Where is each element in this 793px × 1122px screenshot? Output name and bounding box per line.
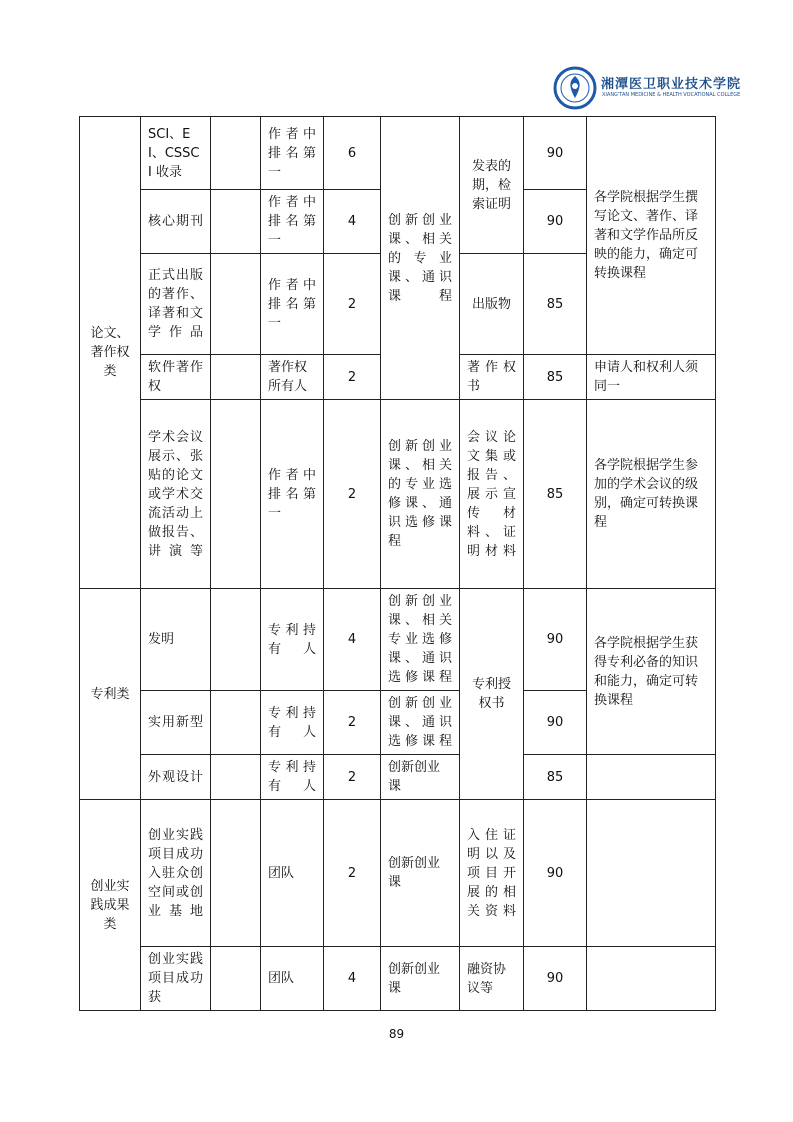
note-cell [587,800,716,947]
material-cell: 专利授权书 [460,589,524,800]
material-cell: 会议论文集或报告、展示宣传材料、证明材料 [460,400,524,589]
credit-cell: 2 [324,254,381,355]
item-cell: 创业实践项目成功入驻众创空间或创业基地 [141,800,211,947]
item-cell: 发明 [141,589,211,691]
credit-cell: 4 [324,190,381,254]
material-cell: 著作权书 [460,355,524,400]
blank-cell [211,691,261,755]
score-cell: 90 [524,190,587,254]
table-row [80,400,716,589]
page-number: 89 [388,1027,405,1041]
item-cell: 正式出版的著作、译著和文学作品 [141,254,211,355]
blank-cell [211,254,261,355]
course-cell: 创新创业课、通识选修课程 [381,691,460,755]
item-cell: 实用新型 [141,691,211,755]
credit-cell: 2 [324,355,381,400]
credit-cell: 2 [324,755,381,800]
material-cell: 发表的期，检索证明 [460,117,524,254]
note-cell [587,947,716,1011]
category-startup: 创业实践成果类 [80,800,141,1011]
blank-cell [211,755,261,800]
score-cell: 85 [524,355,587,400]
person-cell: 作者中排名第一 [261,190,324,254]
person-cell: 专利持有人 [261,755,324,800]
note-cell: 各学院根据学生参加的学术会议的级别，确定可转换课程 [587,400,716,589]
note-cell [587,755,716,800]
course-cell: 创新创业课 [381,800,460,947]
person-cell: 作者中排名第一 [261,254,324,355]
score-cell: 90 [524,589,587,691]
person-cell: 专利持有人 [261,691,324,755]
score-cell: 90 [524,947,587,1011]
table-row [80,947,716,1011]
college-name-en: XIANG'TAN MEDICINE & HEALTH VOCATIONAL COLLEGE [602,92,741,98]
score-cell: 90 [524,800,587,947]
credit-cell: 2 [324,400,381,589]
college-name: 湘潭医卫职业技术学院 [601,77,742,92]
course-cell: 创新创业课、相关专业选修课、通识选修课程 [381,589,460,691]
credit-cell: 6 [324,117,381,190]
item-cell: 软件著作权 [141,355,211,400]
course-cell: 创新创业课 [381,755,460,800]
college-seal-icon [553,66,597,110]
credit-cell: 4 [324,947,381,1011]
person-cell: 作者中排名第一 [261,400,324,589]
course-cell: 创新创业课、相关的专业选修课、通识选修课程 [381,400,460,589]
person-cell: 团队 [261,800,324,947]
table-row [80,589,716,691]
score-cell: 85 [524,755,587,800]
blank-cell [211,190,261,254]
material-cell: 入住证明以及项目开展的相关资料 [460,800,524,947]
blank-cell [211,400,261,589]
note-cell: 各学院根据学生撰写论文、著作、译著和文学作品所反映的能力，确定可转换课程 [587,117,716,355]
score-cell: 85 [524,254,587,355]
table-row [80,117,716,190]
person-cell: 作者中排名第一 [261,117,324,190]
blank-cell [211,800,261,947]
note-cell: 申请人和权利人须同一 [587,355,716,400]
material-cell: 出版物 [460,254,524,355]
blank-cell [211,947,261,1011]
item-cell: SCI、EI、CSSCI 收录 [141,117,211,190]
person-cell: 著作权所有人 [261,355,324,400]
course-cell: 创新创业课 [381,947,460,1011]
credit-cell: 2 [324,800,381,947]
blank-cell [211,355,261,400]
item-cell: 创业实践项目成功获 [141,947,211,1011]
material-cell: 融资协议等 [460,947,524,1011]
person-cell: 团队 [261,947,324,1011]
category-paper: 论文、著作权类 [80,117,141,589]
score-cell: 90 [524,117,587,190]
note-cell: 各学院根据学生获得专利必备的知识和能力，确定可转换课程 [587,589,716,755]
person-cell: 专利持有人 [261,589,324,691]
score-cell: 90 [524,691,587,755]
score-cell: 85 [524,400,587,589]
table-row [80,755,716,800]
item-cell: 学术会议展示、张贴的论文或学术交流活动上做报告、讲演等 [141,400,211,589]
college-logo [553,66,742,114]
course-cell: 创新创业课、相关的专业课、通识课程 [381,117,460,400]
item-cell: 核心期刊 [141,190,211,254]
blank-cell [211,117,261,190]
credit-cell: 4 [324,589,381,691]
table-row [80,800,716,947]
credit-cell: 2 [324,691,381,755]
credit-conversion-table [79,116,716,1011]
blank-cell [211,589,261,691]
category-patent: 专利类 [80,589,141,800]
item-cell: 外观设计 [141,755,211,800]
